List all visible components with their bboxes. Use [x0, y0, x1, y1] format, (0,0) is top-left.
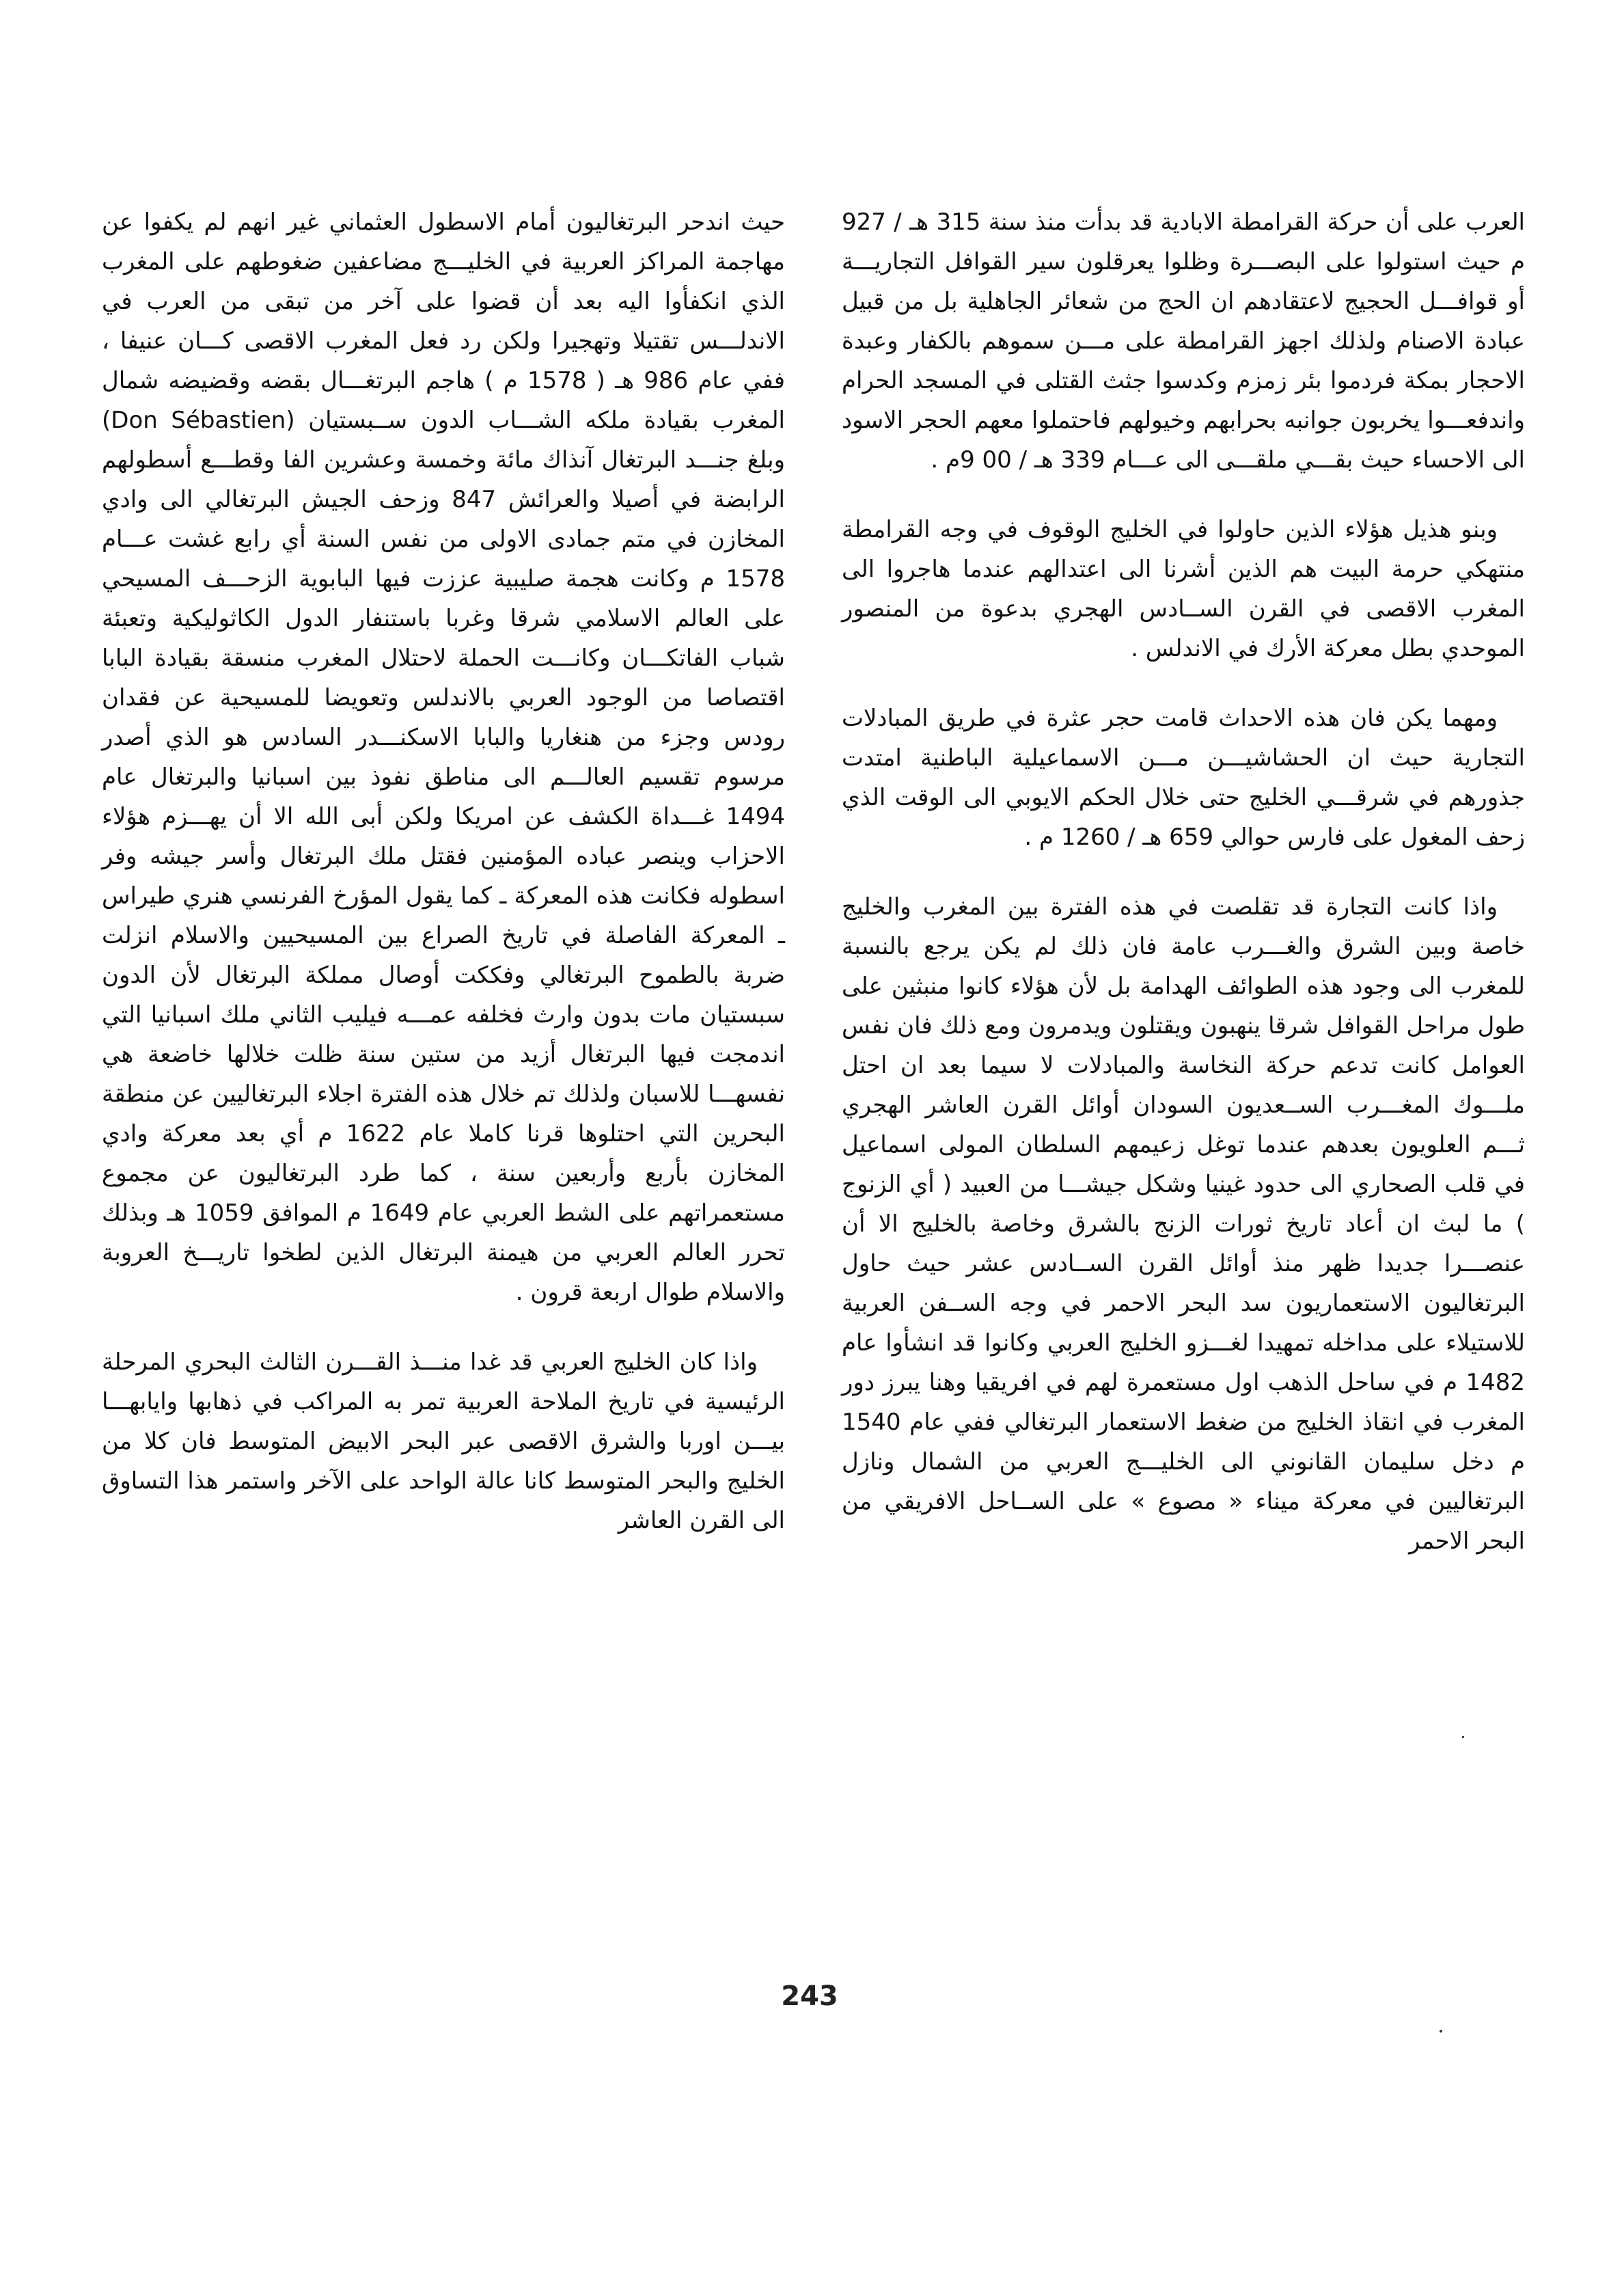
scan-speck — [1462, 1736, 1464, 1738]
page-number: 243 — [781, 1981, 838, 2012]
paragraph: ومهما يكن فان هذه الاحداث قامت حجر عثرة في طريق المبادلات التجارية حيث ان الحشاشيـــن مـــن الاسماعيلية الباطنية امتدت جذورهم في شرقـــي الخليج حتى خلال الحكم الايوبي الى الوقت الذي زحف المغول على فارس حوالي 659 هـ / 1260 م . — [842, 705, 1525, 851]
paragraph: العرب على أن حركة القرامطة الابادية قد بدأت منذ سنة 315 هـ / 927 م حيث استولوا على البصـــرة وظلوا يعرقلون سير القوافل التجاريـــة أو قوافـــل الحجيج لاعتقادهم ان الحج من شعائر الجاهلية بل من قبيل عبادة الاصنام ولذلك اجهز القرامطة على مـــن سموهم بالكفار وعبدة الاحجار بمكة فردموا بئر زمزم وكدسوا جثث القتلى في المسجد الحرام واندفعـــوا يخربون جوانبه بحرابهم وخيولهم فاحتملوا معهم الحجر الاسود الى الاحساء حيث بقـــي ملقـــى الى عـــام 339 هـ / 00 9م . — [842, 208, 1525, 474]
right-text-column — [842, 202, 1525, 1591]
paragraph: حيث اندحر البرتغاليون أمام الاسطول العثماني غير انهم لم يكفوا عن مهاجمة المراكز العربية في الخليـــج مضاعفين ضغوطهم على المغرب الذي انكفأوا اليه بعد أن قضوا على آخر من تبقى من العرب في الاندلـــس تقتيلا وتهجيرا ولكن رد فعل المغرب الاقصى كـــان عنيفا ، ففي عام 986 هـ ( 1578 م ) هاجم البرتغـــال بقضه وقضيضه شمال المغرب بقيادة ملكه الشـــاب الدون ســبستيان (Don Sébastien) وبلغ جنـــد البرتغال آنذاك مائة وخمسة وعشرين الفا وقطـــع أسطولهم الرابضة في أصيلا والعرائش 847 وزحف الجيش البرتغالي الى وادي المخازن في متم جمادى الاولى من نفس السنة أي رابع غشت عـــام 1578 م وكانت هجمة صليبية عززت فيها البابوية الزحـــف المسيحي على العالم الاسلامي شرقا وغربا باستنفار الدول الكاثوليكية وتعبئة شباب الفاتكـــان وكانـــت الحملة لاحتلال المغرب منسقة بقيادة البابا اقتصاصا من الوجود العربي بالاندلس وتعويضا للمسيحية عن فقدان رودس وجزء من هنغاريا والبابا الاسكنـــدر السادس هو الذي أصدر مرسوم تقسيم العالـــم الى مناطق نفوذ بين اسبانيا والبرتغال عام 1494 غـــداة الكشف عن امريكا ولكن أبى الله الا أن يهـــزم هؤلاء الاحزاب وينصر عباده المؤمنين فقتل ملك البرتغال وأسر جيشه وفر اسطوله فكانت هذه المعركة ـ كما يقول المؤرخ الفرنسي هنري طيراس ـ المعركة الفاصلة في تاريخ الصراع بين المسيحيين والاسلام انزلت ضربة بالطموح البرتغالي وفككت أوصال مملكة البرتغال لأن الدون سبستيان مات بدون وارث فخلفه عمـــه فيليب الثاني ملك اسبانيا التي اندمجت فيها البرتغال أزيد من ستين سنة ظلت خلالها خاضعة هي نفسهـــا للاسبان ولذلك تم خلال هذه الفترة اجلاء البرتغاليين عن منطقة البحرين التي احتلوها قرنا كاملا عام 1622 م أي بعد معركة وادي المخازن بأربع وأربعين سنة ، كما طرد البرتغاليون عن مجموع مستعمراتهم على الشط العربي عام 1649 م الموافق 1059 هـ وبذلك تحرر العالم العربي من هيمنة البرتغال الذين لطخوا تاريـــخ العروبة والاسلام طوال اربعة قرون . — [102, 208, 785, 1306]
paragraph: واذا كان الخليج العربي قد غدا منـــذ القـــرن الثالث البحري المرحلة الرئيسية في تاريخ الملاحة العربية تمر به المراكب في ذهابها وايابهـــا بيـــن اوربا والشرق الاقصى عبر البحر الابيض المتوسط فان كلا من الخليج والبحر المتوسط كانا عالة الواحد على الآخر واستمر هذا التساوق الى القرن العاشر — [102, 1348, 785, 1534]
paragraph: واذا كانت التجارة قد تقلصت في هذه الفترة بين المغرب والخليج خاصة وبين الشرق والغـــرب عامة فان ذلك لم يكن يرجع بالنسبة للمغرب الى وجود هذه الطوائف الهدامة بل لأن هؤلاء كانوا منبثين على طول مراحل القوافل شرقا ينهبون ويقتلون ويدمرون ومع ذلك فان نفس العوامل كانت تدعم حركة النخاسة والمبادلات لا سيما بعد ان احتل ملـــوك المغـــرب الســعديون السودان أوائل القرن العاشر الهجري ثـــم العلويون بعدهم عندما توغل زعيمهم السلطان المولى اسماعيل في قلب الصحاري الى حدود غينيا وشكل جيشـــا من العبيد ( أي الزنوج ) ما لبث ان أعاد تاريخ ثورات الزنج بالشرق وخاصة بالخليج الا أن عنصـــرا جديدا ظهر منذ أوائل القرن الســادس عشر حيث حاول البرتغاليون الاستعماريون سد البحر الاحمر في وجه الســفن العربية للاستيلاء على مداخله تمهيدا لغـــزو الخليج العربي وكانوا قد انشأوا عام 1482 م في ساحل الذهب اول مستعمرة لهم في افريقيا وهنا يبرز دور المغرب في انقاذ الخليج من ضغط الاستعمار البرتغالي ففي عام 1540 م دخل سليمان القانوني الى الخليـــج العربي من الشمال ونازل البرتغاليين في معركة ميناء « مصوع » على الســاحل الافريقي من البحر الاحمر — [842, 893, 1525, 1555]
scan-speck — [1440, 2030, 1442, 2033]
left-text-column — [102, 202, 785, 1571]
paragraph: وبنو هذيل هؤلاء الذين حاولوا في الخليج الوقوف في وجه القرامطة منتهكي حرمة البيت هم الذين أشرنا الى اعتدالهم عندما هاجروا الى المغرب الاقصى في القرن الســادس الهجري بدعوة من المنصور الموحدي بطل معركة الأرك في الاندلس . — [842, 516, 1525, 662]
